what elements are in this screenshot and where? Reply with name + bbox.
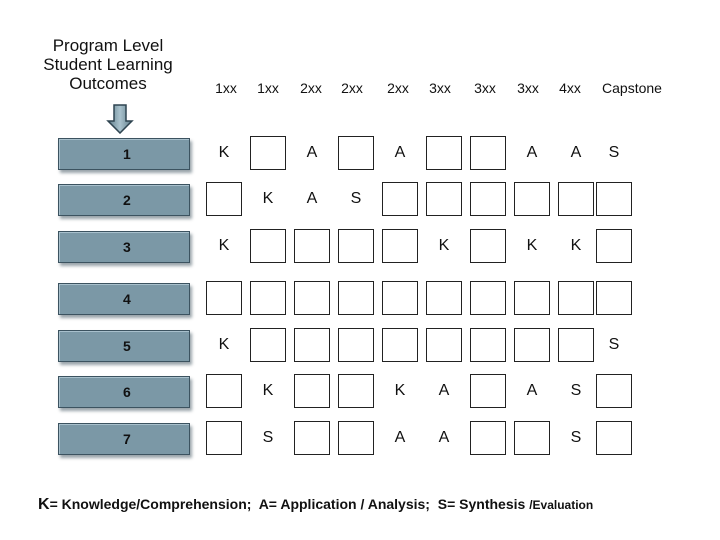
grid-cell bbox=[250, 281, 286, 315]
grid-cell bbox=[338, 421, 374, 455]
legend-k-key: K bbox=[38, 496, 50, 513]
grid-cell bbox=[514, 421, 550, 455]
grid-cell bbox=[206, 421, 242, 455]
grid-cell bbox=[338, 229, 374, 263]
column-header: 2xx bbox=[387, 80, 409, 96]
grid-cell: S bbox=[558, 374, 594, 408]
grid-cell bbox=[470, 182, 506, 216]
outcome-label: 6 bbox=[58, 376, 190, 408]
legend-eval-text: /Evaluation bbox=[529, 498, 594, 512]
outcome-label: 2 bbox=[58, 184, 190, 216]
grid-cell bbox=[470, 229, 506, 263]
grid-cell bbox=[294, 229, 330, 263]
grid-cell bbox=[514, 328, 550, 362]
grid-cell bbox=[596, 229, 632, 263]
grid-cell bbox=[426, 136, 462, 170]
grid-cell: S bbox=[596, 136, 632, 170]
column-header: Capstone bbox=[602, 80, 662, 96]
column-header: 3xx bbox=[517, 80, 539, 96]
grid-cell bbox=[294, 421, 330, 455]
grid-cell bbox=[250, 229, 286, 263]
column-header: 3xx bbox=[474, 80, 496, 96]
title-line-2: Student Learning bbox=[43, 55, 173, 74]
grid-cell bbox=[294, 374, 330, 408]
grid-cell bbox=[596, 182, 632, 216]
title-line-1: Program Level bbox=[52, 36, 164, 55]
grid-cell bbox=[338, 328, 374, 362]
column-header: 3xx bbox=[429, 80, 451, 96]
grid-cell bbox=[206, 182, 242, 216]
grid-cell bbox=[514, 182, 550, 216]
grid-cell bbox=[382, 328, 418, 362]
grid-cell bbox=[426, 182, 462, 216]
grid-cell bbox=[514, 281, 550, 315]
legend-k-text: = Knowledge/Comprehension; bbox=[49, 496, 252, 512]
grid-cell: K bbox=[206, 328, 242, 362]
grid-cell: A bbox=[294, 136, 330, 170]
grid-cell bbox=[338, 136, 374, 170]
column-header: 4xx bbox=[559, 80, 581, 96]
grid-cell bbox=[338, 281, 374, 315]
column-header: 1xx bbox=[257, 80, 279, 96]
grid-cell bbox=[596, 421, 632, 455]
legend-s-text: S= Synthesis bbox=[437, 496, 526, 512]
grid-cell: K bbox=[250, 374, 286, 408]
column-header: 2xx bbox=[341, 80, 363, 96]
grid-cell bbox=[426, 328, 462, 362]
grid-cell bbox=[382, 182, 418, 216]
outcome-label: 5 bbox=[58, 330, 190, 362]
grid-cell bbox=[338, 374, 374, 408]
grid-cell bbox=[470, 374, 506, 408]
grid-cell bbox=[470, 281, 506, 315]
column-header: 2xx bbox=[300, 80, 322, 96]
grid-cell: A bbox=[514, 374, 550, 408]
grid-cell bbox=[470, 328, 506, 362]
grid-cell bbox=[596, 281, 632, 315]
grid-cell: K bbox=[206, 229, 242, 263]
grid-cell bbox=[558, 328, 594, 362]
grid-cell: K bbox=[206, 136, 242, 170]
grid-cell: A bbox=[426, 374, 462, 408]
grid-cell: A bbox=[294, 182, 330, 216]
grid-cell bbox=[558, 182, 594, 216]
grid-cell bbox=[250, 136, 286, 170]
grid-cell bbox=[470, 421, 506, 455]
down-arrow-icon bbox=[106, 104, 134, 134]
grid-cell: A bbox=[558, 136, 594, 170]
grid-cell bbox=[426, 281, 462, 315]
grid-cell: K bbox=[514, 229, 550, 263]
grid-cell: K bbox=[426, 229, 462, 263]
grid-cell bbox=[382, 229, 418, 263]
grid-cell: A bbox=[514, 136, 550, 170]
title-line-3: Outcomes bbox=[69, 74, 147, 93]
grid-cell: K bbox=[382, 374, 418, 408]
grid-cell: S bbox=[596, 328, 632, 362]
outcome-label: 1 bbox=[58, 138, 190, 170]
outcome-label: 4 bbox=[58, 283, 190, 315]
legend-a-text: A= Application / Analysis; bbox=[258, 496, 430, 512]
legend bbox=[38, 496, 593, 514]
grid-cell bbox=[470, 136, 506, 170]
grid-cell bbox=[596, 374, 632, 408]
grid-cell bbox=[294, 281, 330, 315]
grid-cell bbox=[382, 281, 418, 315]
diagram-title bbox=[22, 36, 194, 93]
grid-cell: S bbox=[558, 421, 594, 455]
grid-cell bbox=[294, 328, 330, 362]
outcome-label: 3 bbox=[58, 231, 190, 263]
outcome-label: 7 bbox=[58, 423, 190, 455]
grid-cell: K bbox=[250, 182, 286, 216]
grid-cell bbox=[206, 281, 242, 315]
column-header: 1xx bbox=[215, 80, 237, 96]
grid-cell: A bbox=[426, 421, 462, 455]
grid-cell: A bbox=[382, 136, 418, 170]
grid-cell: K bbox=[558, 229, 594, 263]
grid-cell: A bbox=[382, 421, 418, 455]
grid-cell bbox=[206, 374, 242, 408]
grid-cell: S bbox=[338, 182, 374, 216]
grid-cell: S bbox=[250, 421, 286, 455]
grid-cell bbox=[558, 281, 594, 315]
grid-cell bbox=[250, 328, 286, 362]
